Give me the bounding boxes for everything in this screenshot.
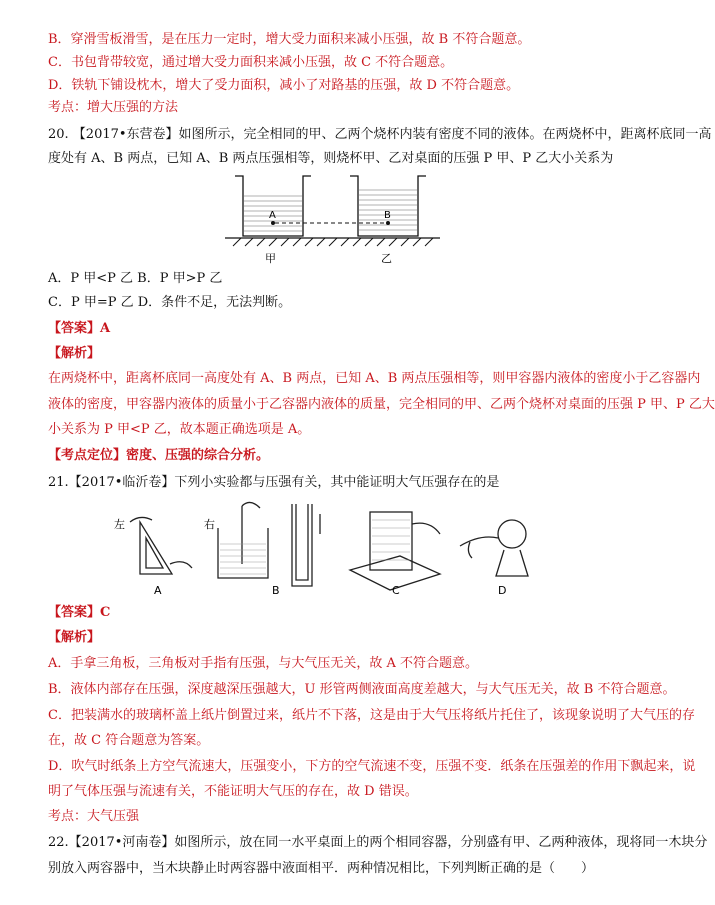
point-a bbox=[271, 221, 275, 225]
question-text: 别放入两容器中，当木块静止时两容器中液面相平．两种情况相比，下列判断正确的是（ ） bbox=[48, 861, 595, 876]
question-22: 22.【2017•河南卷】如图所示，放在同一水平桌面上的两个相同容器，分别盛有甲、乙两种液体，现将同一木块分 bbox=[48, 835, 708, 850]
label-b: B bbox=[272, 584, 280, 597]
analysis-text: D．吹气时纸条上方空气流速大，压强变小，下方的空气流速不变，压强不变．纸条在压强差的作用下飘起来，说 bbox=[48, 759, 696, 774]
option-cd: C．P 甲=P 乙 D．条件不足，无法判断。 bbox=[48, 295, 292, 310]
analysis-text: C．把装满水的玻璃杯盖上纸片倒置过来，纸片不下落，这是由于大气压将纸片托住了，该现象说明了大气压的存 bbox=[48, 708, 695, 723]
triangle-ruler bbox=[140, 522, 172, 574]
beaker-yi bbox=[350, 176, 426, 236]
analysis-text: 在，故 C 符合题意为答案。 bbox=[48, 733, 210, 748]
beakers-figure bbox=[225, 168, 440, 266]
text-line: B．穿滑雪板滑雪，是在压力一定时，增大受力面积来减小压强，故 B 不符合题意。 bbox=[48, 32, 531, 47]
label-a: A bbox=[154, 584, 162, 597]
experiments-figure bbox=[100, 494, 540, 600]
question-20: 20. 【2017•东营卷】如图所示，完全相同的甲、乙两个烧杯内装有密度不同的液体。在两烧杯中，距离杯底同一高 bbox=[48, 127, 712, 142]
text-line: 考点：增大压强的方法 bbox=[48, 100, 179, 115]
analysis-text: 液体的密度，甲容器内液体的质量小于乙容器内液体的质量，完全相同的甲、乙两个烧杯对桌面的压强 P 甲、P 乙大 bbox=[48, 397, 715, 412]
beaker-yi-label: 乙 bbox=[381, 252, 392, 265]
point-b bbox=[386, 221, 390, 225]
analysis-text: B．液体内部存在压强，深度越深压强越大，U 形管两侧液面高度差越大，与大气压无关，故 B 不符合题意。 bbox=[48, 682, 676, 697]
question-text: 度处有 A、B 两点，已知 A、B 两点压强相等，则烧杯甲、乙对桌面的压强 P 甲、P 乙大小关系为 bbox=[48, 151, 614, 166]
analysis-heading: 【解析】 bbox=[48, 630, 101, 645]
option-ab: A．P 甲<P 乙 B．P 甲>P 乙 bbox=[48, 271, 223, 286]
point-b-label: B bbox=[384, 210, 391, 221]
point-a-label: A bbox=[269, 210, 276, 221]
analysis-heading: 【解析】 bbox=[48, 346, 101, 361]
text-line: C．书包背带较宽，通过增大受力面积来减小压强，故 C 不符合题意。 bbox=[48, 55, 454, 70]
analysis-text: 明了气体压强与流速有关，不能证明大气压的存在，故 D 错误。 bbox=[48, 784, 418, 799]
answer-heading: 【答案】C bbox=[48, 605, 111, 620]
analysis-text: 小关系为 P 甲<P 乙，故本题正确选项是 A。 bbox=[48, 422, 311, 437]
topic-line: 【考点定位】密度、压强的综合分析。 bbox=[48, 448, 270, 463]
analysis-text: 在两烧杯中，距离杯底同一高度处有 A、B 两点，已知 A、B 两点压强相等，则甲容器内液体的密度小于乙容器内 bbox=[48, 371, 701, 386]
beaker-jia-label: 甲 bbox=[265, 252, 276, 265]
label-you: 右 bbox=[204, 518, 215, 531]
boy-head bbox=[498, 520, 526, 548]
analysis-text: A．手拿三角板，三角板对手指有压强，与大气压无关，故 A 不符合题意。 bbox=[48, 656, 479, 671]
label-d: D bbox=[498, 584, 507, 597]
topic-line: 考点：大气压强 bbox=[48, 809, 140, 824]
question-21: 21.【2017•临沂卷】下列小实验都与压强有关，其中能证明大气压强存在的是 bbox=[48, 475, 500, 490]
label-zuo: 左 bbox=[114, 518, 125, 531]
beaker-b bbox=[218, 528, 268, 578]
text-line: D．铁轨下铺设枕木，增大了受力面积，减小了对路基的压强，故 D 不符合题意。 bbox=[48, 78, 520, 93]
answer-heading: 【答案】A bbox=[48, 321, 111, 336]
label-c: C bbox=[392, 584, 400, 597]
